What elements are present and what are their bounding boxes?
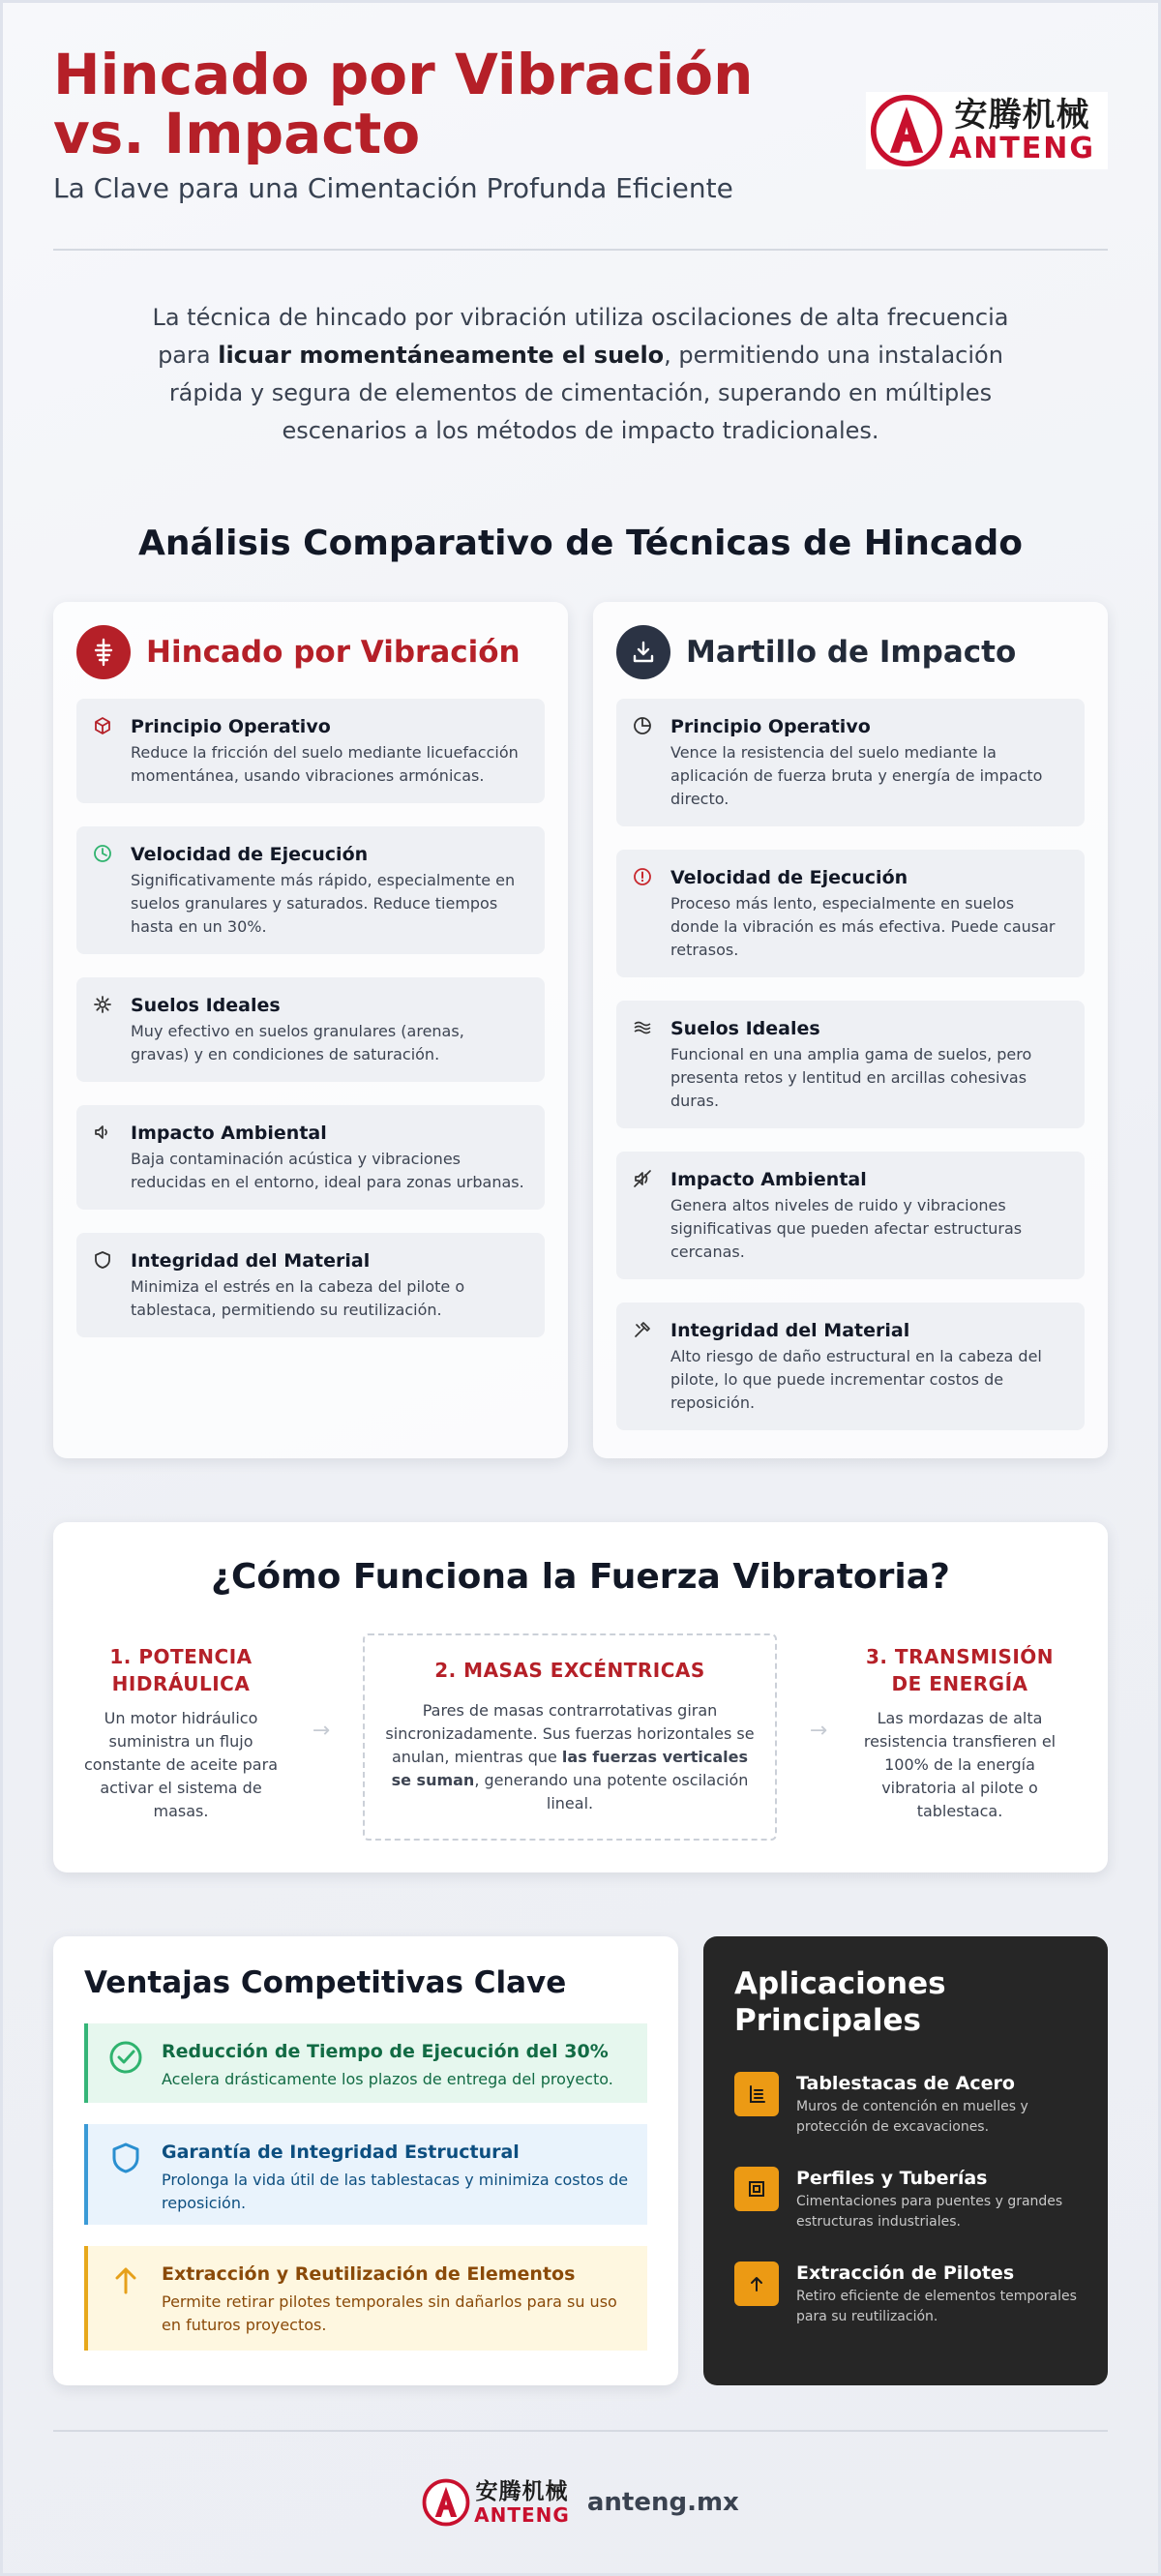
how-it-works-title: ¿Cómo Funciona la Fuerza Vibratoria?	[211, 1557, 950, 1597]
feature-text: Alto riesgo de daño estructural en la cabeza del pilote, lo que puede incrementar costos de reposición.	[670, 1347, 1042, 1412]
gear-icon	[92, 994, 113, 1015]
alert-icon	[632, 866, 653, 887]
process-steps	[82, 1633, 1079, 1841]
feature-title: Suelos Ideales	[131, 995, 281, 1016]
feature-item	[76, 826, 545, 954]
step-text-part-a: Pares de masas contrarrotativas giran sincronizadamente. Sus fuerzas horizontales se anulan, mientras que	[385, 1701, 755, 1766]
header	[53, 3, 1108, 251]
clock-icon	[92, 843, 113, 864]
comparison-section-title: Análisis Comparativo de Técnicas de Hincado	[137, 524, 1023, 563]
vibration-card-title: Hincado por Vibración	[146, 635, 521, 670]
advantage-item	[84, 2023, 647, 2103]
feature-text: Proceso más lento, especialmente en suelos donde la vibración es más efectiva. Puede causar retrasos.	[670, 894, 1056, 959]
step-title: 2. MASAS EXCÉNTRICAS	[434, 1659, 705, 1682]
process-step-energy-transmission	[860, 1643, 1059, 1823]
applications-title: Aplicaciones Principales	[734, 1966, 946, 2038]
waves-icon	[632, 1017, 653, 1038]
process-step-hydraulic	[82, 1643, 280, 1823]
application-item	[734, 2261, 1077, 2327]
step-text-bold: las fuerzas verticales se suman	[391, 1748, 749, 1789]
vibration-card	[53, 602, 568, 1458]
advantages-card	[53, 1936, 678, 2385]
intro-text-part1: La técnica de hincado por vibración utiliza oscilaciones de alta frecuencia para	[152, 304, 1009, 369]
cube-icon	[92, 715, 113, 736]
feature-item	[76, 977, 545, 1082]
advantages-title: Ventajas Competitivas Clave	[84, 1965, 567, 2000]
arrow-right-icon: →	[312, 1719, 331, 1743]
advantage-text: Prolonga la vida útil de las tablestacas y minimiza costos de reposición.	[162, 2171, 629, 2212]
application-item	[734, 2072, 1077, 2138]
broken-tool-icon	[632, 1319, 653, 1340]
applications-card	[703, 1936, 1108, 2385]
feature-title: Velocidad de Ejecución	[131, 844, 369, 865]
process-step-eccentric-masses	[363, 1633, 777, 1841]
step-text: Un motor hidráulico suministra un flujo constante de aceite para activar el sistema de masas.	[83, 1709, 278, 1820]
arrow-right-icon: →	[809, 1719, 828, 1743]
speaker-low-icon	[92, 1122, 113, 1143]
application-title: Tablestacas de Acero	[796, 2073, 1015, 2094]
shield-icon	[92, 1249, 113, 1271]
speaker-muted-icon	[632, 1168, 653, 1189]
feature-item	[616, 1152, 1085, 1279]
anteng-logo	[866, 92, 1108, 169]
sheet-pile-icon	[734, 2072, 779, 2116]
step-text: Las mordazas de alta resistencia transfieren el 100% de la energía vibratoria al pilote o tablestaca.	[863, 1709, 1057, 1820]
website-link[interactable]: anteng.mx	[586, 2488, 739, 2517]
logo-chinese-text: 安腾机械	[475, 2479, 569, 2504]
application-item	[734, 2167, 1077, 2232]
feature-text: Baja contaminación acústica y vibraciones reducidas en el entorno, ideal para zonas urbanas.	[131, 1150, 524, 1191]
feature-title: Principio Operativo	[670, 716, 871, 737]
application-title: Perfiles y Tuberías	[796, 2168, 988, 2189]
vibration-icon	[76, 625, 131, 679]
page-subtitle: La Clave para una Cimentación Profunda Eficiente	[53, 172, 733, 204]
page-title: Hincado por Vibración vs. Impacto	[53, 42, 754, 166]
how-it-works-card	[53, 1522, 1108, 1872]
step-text	[384, 1699, 756, 1815]
logo-english-text: ANTENG	[474, 2503, 570, 2527]
feature-item	[616, 1303, 1085, 1430]
anteng-logo-mark-icon	[870, 94, 943, 167]
advantage-text: Permite retirar pilotes temporales sin dañarlos para su uso en futuros proyectos.	[162, 2292, 617, 2334]
footer-logo	[422, 2478, 570, 2527]
intro-paragraph	[145, 299, 1016, 450]
anteng-logo-mark-icon	[422, 2478, 470, 2527]
step-title: 1. POTENCIA HIDRÁULICA	[109, 1645, 253, 1695]
feature-text: Significativamente más rápido, especialmente en suelos granulares y saturados. Reduce tiempos hasta en un 30%.	[131, 871, 516, 936]
feature-item	[616, 699, 1085, 826]
feature-title: Suelos Ideales	[670, 1018, 820, 1039]
advantage-item	[84, 2124, 647, 2225]
vibration-card-header	[76, 623, 545, 681]
arrow-up-icon	[734, 2261, 779, 2306]
feature-item	[76, 1233, 545, 1337]
feature-item	[76, 1105, 545, 1210]
feature-item	[616, 1001, 1085, 1128]
comparison-columns	[53, 602, 1108, 1458]
pie-chart-icon	[632, 715, 653, 736]
application-title: Extracción de Pilotes	[796, 2262, 1015, 2284]
step-text-part-b: , generando una potente oscilación lineal.	[474, 1771, 749, 1812]
feature-title: Integridad del Material	[131, 1250, 371, 1272]
hammer-down-icon	[616, 625, 670, 679]
advantage-title: Garantía de Integridad Estructural	[162, 2142, 520, 2163]
logo-chinese-text: 安腾机械	[954, 96, 1090, 135]
application-text: Muros de contención en muelles y protección de excavaciones.	[796, 2099, 1028, 2135]
feature-text: Minimiza el estrés en la cabeza del pilote o tablestaca, permitiendo su reutilización.	[131, 1277, 465, 1319]
application-text: Cimentaciones para puentes y grandes estructuras industriales.	[796, 2194, 1063, 2230]
feature-title: Impacto Ambiental	[670, 1169, 867, 1190]
arrow-up-icon	[107, 2261, 144, 2298]
advantage-item	[84, 2246, 647, 2351]
advantage-text: Acelera drásticamente los plazos de entrega del proyecto.	[162, 2070, 613, 2088]
feature-text: Genera altos niveles de ruido y vibraciones significativas que pueden afectar estructuras cercanas.	[670, 1196, 1023, 1261]
feature-text: Vence la resistencia del suelo mediante la aplicación de fuerza bruta y energía de impacto directo.	[670, 743, 1043, 808]
feature-title: Integridad del Material	[670, 1320, 910, 1341]
feature-title: Impacto Ambiental	[131, 1123, 327, 1144]
feature-text: Reduce la fricción del suelo mediante licuefacción momentánea, usando vibraciones armónicas.	[131, 743, 519, 785]
advantage-title: Reducción de Tiempo de Ejecución del 30%	[162, 2041, 609, 2062]
impact-card-title: Martillo de Impacto	[686, 635, 1017, 670]
feature-text: Funcional en una amplia gama de suelos, pero presenta retos y lentitud en arcillas cohesivas duras.	[670, 1045, 1032, 1110]
footer	[53, 2430, 1108, 2573]
shield-icon	[107, 2140, 144, 2176]
logo-english-text: ANTENG	[949, 132, 1096, 165]
step-title: 3. TRANSMISIÓN DE ENERGÍA	[865, 1645, 1055, 1695]
intro-text-bold: licuar momentáneamente el suelo	[218, 342, 665, 369]
advantage-title: Extracción y Reutilización de Elementos	[162, 2263, 576, 2285]
check-circle-icon	[107, 2039, 144, 2076]
bottom-section	[53, 1936, 1108, 2385]
infographic-page	[3, 3, 1158, 2573]
feature-item	[616, 850, 1085, 977]
feature-item	[76, 699, 545, 803]
feature-text: Muy efectivo en suelos granulares (arenas, gravas) y en condiciones de saturación.	[131, 1022, 464, 1063]
impact-card	[593, 602, 1108, 1458]
application-text: Retiro eficiente de elementos temporales para su reutilización.	[796, 2289, 1077, 2324]
impact-card-header	[616, 623, 1085, 681]
feature-title: Velocidad de Ejecución	[670, 867, 908, 888]
square-frame-icon	[734, 2167, 779, 2211]
intro-text-part2: , permitiendo una instalación rápida y segura de elementos de cimentación, superando en múltiples escenarios a los métodos de impacto tradicionales.	[168, 342, 1003, 444]
feature-title: Principio Operativo	[131, 716, 331, 737]
